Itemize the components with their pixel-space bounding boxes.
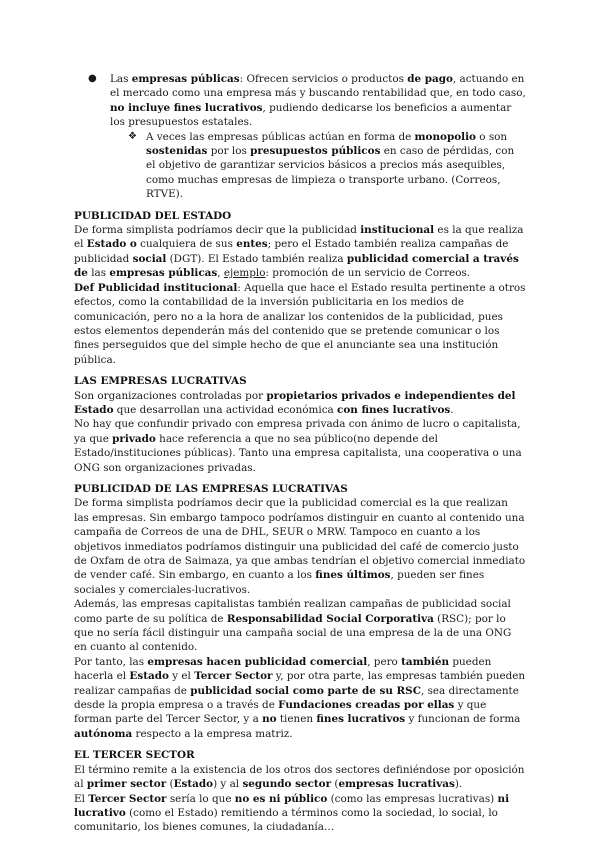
text-run: De forma simplista podríamos decir que la publicidad	[74, 224, 361, 237]
underlined-text: ejemplo	[223, 267, 266, 280]
bold-text: con fines lucrativos	[337, 403, 451, 416]
bold-text: monopolio	[414, 130, 476, 143]
text-run: El	[74, 792, 89, 805]
text-run: ,	[217, 267, 224, 280]
bold-text: también	[401, 655, 450, 668]
bullet-text	[110, 72, 526, 130]
bold-text: Responsabilidad Social Corporativa	[226, 612, 434, 625]
bold-text: segundo sector	[242, 778, 332, 791]
text-run: y funcionan de forma	[405, 713, 521, 726]
bullet-item-empresas-publicas	[74, 72, 526, 130]
section-paragraph	[74, 792, 526, 835]
text-run: (DGT). El Estado también realiza	[166, 252, 347, 265]
text-run: tienen	[276, 713, 317, 726]
bold-text: autónoma	[74, 727, 133, 740]
text-run: y el	[168, 670, 195, 683]
bold-text: empresas hacen publicidad comercial	[147, 655, 368, 668]
text-run: por los	[207, 145, 251, 158]
section-heading: LAS EMPRESAS LUCRATIVAS	[74, 375, 247, 388]
text-run: ; pero el Estado también realiza campañas de publicidad	[74, 238, 509, 265]
section-paragraph	[74, 496, 526, 597]
bold-text: publicidad social como parte de su RSC	[190, 684, 421, 697]
section-paragraph	[74, 417, 526, 475]
text-run: cualquiera de sus	[136, 238, 237, 251]
bold-text: social	[132, 252, 167, 265]
text-run: (	[166, 778, 174, 791]
section-heading: PUBLICIDAD DE LAS EMPRESAS LUCRATIVAS	[74, 482, 348, 495]
text-run: y que forman parte del Tercer Sector, y a	[74, 699, 487, 726]
text-run: (	[331, 778, 339, 791]
section-paragraph	[74, 655, 526, 741]
text-run: , pudiendo dedicarse los beneficios a aumentar los presupuestos estatales.	[110, 101, 512, 129]
bold-text: fines últimos	[315, 569, 391, 582]
document-body	[74, 72, 526, 835]
text-run: y, por otra parte, las empresas también pueden realizar campañas de	[74, 670, 526, 697]
section-empresas-lucrativas	[74, 374, 526, 475]
text-run: , pueden ser fines sociales y comerciales-lucrativos.	[74, 569, 485, 596]
section-paragraph	[74, 223, 526, 281]
text-run: respecto a la empresa matriz.	[132, 727, 293, 740]
text-run: Además, las empresas capitalistas también realizan campañas de publicidad social como parte de su política de	[74, 598, 511, 625]
bold-text: Estado	[129, 670, 169, 683]
text-run: o son	[475, 130, 508, 143]
text-run: Por tanto, las	[74, 655, 148, 668]
bold-text: Def Publicidad institucional	[74, 281, 238, 294]
text-run: las	[87, 267, 110, 280]
bold-text: Tercer Sector	[194, 670, 273, 683]
text-run: , pero	[367, 655, 402, 668]
text-run: No hay que confundir privado con empresa privada con ánimo de lucro o capitalista, ya que	[74, 418, 521, 445]
bold-text: presupuestos públicos	[250, 145, 381, 158]
section-paragraph	[74, 281, 526, 367]
text-run: : Ofrecen servicios o productos	[239, 73, 408, 85]
bold-text: entes	[236, 238, 268, 251]
bold-text: sostenidas	[146, 145, 208, 158]
text-run: ).	[454, 778, 463, 791]
text-run: en caso de pérdidas, con el objetivo de garantizar servicios básicos a precios más asequibles, como muchas empresas de limpieza o transporte urbano. (Correos, RTVE).	[146, 145, 515, 201]
text-run: : promoción de un servicio de Correos.	[265, 267, 471, 280]
text-run: que desarrollan una actividad económica	[113, 403, 338, 416]
section-paragraph	[74, 597, 526, 655]
sub-bullet-text	[146, 130, 526, 202]
text-run: , sea directamente desde la propia empresa o a través de	[74, 684, 519, 712]
bold-text: no incluye fines lucrativos	[110, 101, 263, 114]
bold-text: empresas lucrativas	[338, 778, 455, 791]
diamond-bullet-icon: ❖	[128, 130, 137, 142]
bold-text: de pago	[407, 73, 453, 85]
text-run: (como el Estado) remitiendo a términos como la sociedad, lo social, lo comunitario, los bienes comunes, la ciudadanía…	[74, 806, 498, 834]
text-run: ) y al	[213, 778, 243, 791]
bold-text: no	[262, 713, 277, 726]
text-run: sería lo que	[166, 792, 235, 805]
text-run: .	[450, 403, 454, 416]
text-run: hace referencia a que no sea público(no depende del Estado/instituciones públicas). Tanto una empresa capitalista, una cooperativa o una ONG son organizaciones privadas.	[74, 432, 522, 474]
bullet-dot-icon: ●	[88, 73, 97, 84]
text-run: : Aquella que hace el Estado resulta pertinente a otros efectos, como la contabilidad de la inversión publicitaria en los medios de comunicación, pero no a la hora de analizar los contenidos de la publicidad, pues estos elementos dependerán más del contenido que se pretende comunicar o los fines perseguidos que del simple hecho de que el anunciante sea una institución pública.	[74, 281, 526, 366]
text-run: A veces las empresas públicas actúan en forma de	[146, 130, 415, 143]
section-paragraph	[74, 763, 526, 792]
text-run: Las	[110, 73, 132, 85]
text-run: (RSC); por lo que no sería fácil distinguir una campaña social de una empresa de la de una ONG en cuanto al contenido.	[74, 612, 512, 654]
section-heading: EL TERCER SECTOR	[74, 749, 195, 762]
text-run: (como las empresas lucrativas)	[327, 792, 498, 805]
bold-text: propietarios privados e independientes del Estado	[74, 389, 516, 416]
section-tercer-sector	[74, 748, 526, 834]
bold-text: privado	[112, 432, 156, 445]
section-publicidad-estado	[74, 209, 526, 367]
bold-text: empresas públicas	[109, 267, 218, 280]
bold-text: Tercer Sector	[88, 792, 167, 805]
text-run: es la que realiza el	[74, 224, 524, 251]
text-run: De forma simplista podríamos decir que la publicidad comercial es la que realizan las empresas. Sin embargo tampoco podríamos distinguir en cuanto al contenido una campaña de Correos de una de DHL, SEUR o MRW. Tampoco en cuanto a los objetivos inmediatos podríamos distinguir una publicidad del café de comercio justo de Oxfam de otra de Saimaza, ya que ambas tendrían el objetivo comercial inmediato de vender café. Sin embargo, en cuanto a los	[74, 497, 526, 582]
bold-text: ni lucrativo	[74, 792, 510, 819]
bold-text: institucional	[360, 224, 435, 237]
section-paragraph	[74, 389, 526, 418]
bold-text: no es ni público	[234, 792, 328, 805]
text-run: El término remite a la existencia de los otros dos sectores definiéndose por oposición al	[74, 763, 525, 791]
text-run: pueden hacerla el	[74, 655, 492, 683]
bold-text: Estado	[173, 778, 214, 791]
bold-text: Fundaciones creadas por ellas	[278, 699, 455, 712]
bold-text: empresas públicas	[131, 73, 240, 85]
bold-text: Estado o	[86, 238, 137, 251]
text-run: Son organizaciones controladas por	[74, 389, 267, 402]
bold-text: publicidad comercial a través de	[74, 252, 519, 280]
section-publicidad-empresas-lucrativas	[74, 482, 526, 741]
section-heading: PUBLICIDAD DEL ESTADO	[74, 209, 232, 222]
text-run: , actuando en el mercado como una empresa más y buscando rentabilidad que, en todo caso,	[110, 73, 526, 100]
bold-text: fines lucrativos	[316, 713, 406, 726]
bold-text: primer sector	[86, 778, 167, 791]
sub-bullet-item-monopolio	[74, 130, 526, 202]
